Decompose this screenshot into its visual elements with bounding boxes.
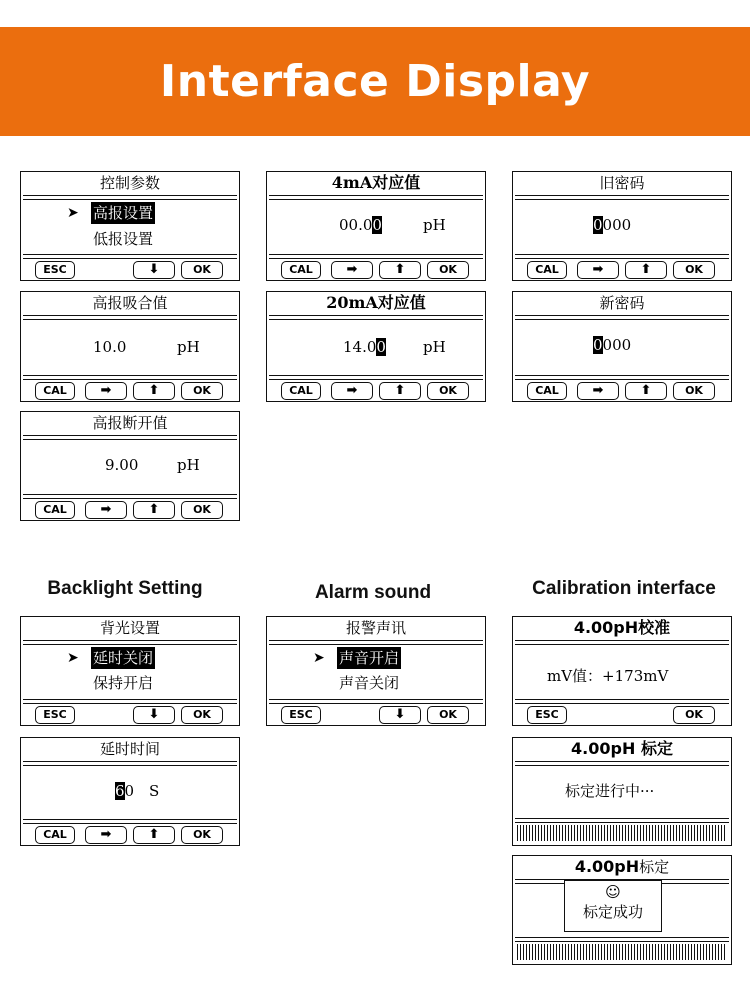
edit-cursor[interactable]: 0	[593, 336, 603, 354]
divider	[515, 375, 729, 380]
unit-label: pH	[423, 338, 446, 356]
menu-item-sound-on[interactable]	[267, 647, 485, 669]
divider	[515, 818, 729, 823]
screen-title: 4mA对应值	[331, 173, 421, 192]
value-text: 00.00	[339, 216, 382, 234]
cal-button[interactable]: CAL	[527, 261, 567, 279]
selection-arrow-icon: ➤	[313, 650, 325, 666]
divider	[23, 494, 237, 499]
esc-button[interactable]: ESC	[281, 706, 321, 724]
screen-title: 高报吸合值	[92, 294, 168, 312]
caption-calibration: Calibration interface	[532, 578, 716, 599]
divider	[23, 640, 237, 645]
up-arrow-button[interactable]: ⬆	[133, 382, 175, 400]
up-arrow-button[interactable]: ⬆	[379, 261, 421, 279]
right-arrow-button[interactable]: ➡	[85, 826, 127, 844]
screen-title: 4.00pH标定	[574, 857, 670, 876]
down-arrow-button[interactable]: ⬇	[133, 706, 175, 724]
screen-20ma-value	[266, 291, 486, 402]
screen-title: 4.00pH校准	[573, 618, 671, 637]
unit-label: pH	[177, 338, 200, 356]
divider	[269, 195, 483, 200]
ok-button[interactable]: OK	[427, 382, 469, 400]
button-row	[21, 706, 239, 724]
divider	[269, 375, 483, 380]
screen-title: 新密码	[599, 294, 645, 312]
menu-item-label: 声音开启	[339, 649, 400, 667]
caption-backlight: Backlight Setting	[47, 578, 203, 599]
menu-item-keep-on[interactable]	[21, 672, 239, 694]
ok-button[interactable]: OK	[427, 261, 469, 279]
edit-cursor[interactable]: 0	[372, 216, 382, 234]
right-arrow-button[interactable]: ➡	[85, 501, 127, 519]
right-arrow-button[interactable]: ➡	[331, 382, 373, 400]
menu-item-sound-off[interactable]	[267, 672, 485, 694]
ok-button[interactable]: OK	[181, 706, 223, 724]
edit-cursor[interactable]: 0	[593, 216, 603, 234]
divider	[269, 699, 483, 704]
divider	[515, 699, 729, 704]
right-arrow-button[interactable]: ➡	[85, 382, 127, 400]
right-arrow-button[interactable]: ➡	[331, 261, 373, 279]
screen-4ma-value	[266, 171, 486, 281]
up-arrow-button[interactable]: ⬆	[133, 501, 175, 519]
divider	[23, 315, 237, 320]
button-row	[513, 706, 731, 724]
divider	[23, 761, 237, 766]
menu-item-label: 保持开启	[93, 674, 154, 692]
screen-control-params	[20, 171, 240, 281]
screen-title: 延时时间	[99, 740, 160, 758]
menu-item-low-alarm[interactable]	[21, 228, 239, 250]
button-row	[21, 261, 239, 279]
screen-title: 高报断开值	[92, 414, 168, 432]
button-row	[513, 261, 731, 279]
value-text[interactable]: 9.00	[105, 456, 139, 474]
up-arrow-button[interactable]: ⬆	[379, 382, 421, 400]
menu-item-high-alarm[interactable]	[21, 202, 239, 224]
value-text: 14.00	[343, 338, 386, 356]
cal-button[interactable]: CAL	[281, 382, 321, 400]
divider	[23, 435, 237, 440]
divider	[23, 699, 237, 704]
up-arrow-button[interactable]: ⬆	[625, 261, 667, 279]
button-row	[21, 382, 239, 400]
button-row	[21, 501, 239, 519]
right-arrow-button[interactable]: ➡	[577, 261, 619, 279]
cal-button[interactable]: CAL	[35, 826, 75, 844]
screen-calibrating	[512, 737, 732, 846]
unit-label: pH	[177, 456, 200, 474]
divider	[515, 195, 729, 200]
screen-calibration-4ph	[512, 616, 732, 726]
value-text: 60	[115, 782, 135, 800]
screen-high-alarm-on	[20, 291, 240, 402]
up-arrow-button[interactable]: ⬆	[133, 826, 175, 844]
progress-bar	[517, 825, 727, 841]
divider	[23, 375, 237, 380]
banner-title: Interface Display	[159, 56, 591, 107]
divider	[515, 254, 729, 259]
esc-button[interactable]: ESC	[527, 706, 567, 724]
selection-arrow-icon: ➤	[67, 650, 79, 666]
screen-backlight	[20, 616, 240, 726]
ok-button[interactable]: OK	[673, 261, 715, 279]
header-banner	[0, 27, 750, 136]
screen-high-alarm-off	[20, 411, 240, 521]
ok-button[interactable]: OK	[673, 706, 715, 724]
divider	[515, 640, 729, 645]
smiley-icon: ☺	[605, 883, 621, 901]
cal-button[interactable]: CAL	[281, 261, 321, 279]
status-text: 标定进行中···	[565, 782, 655, 800]
button-row	[513, 382, 731, 400]
divider	[23, 254, 237, 259]
button-row	[267, 261, 485, 279]
esc-button[interactable]: ESC	[35, 706, 75, 724]
menu-item-label: 声音关闭	[339, 674, 400, 692]
ok-button[interactable]: OK	[181, 382, 223, 400]
screen-title: 控制参数	[99, 174, 160, 192]
divider	[515, 937, 729, 942]
edit-cursor[interactable]: 0	[376, 338, 386, 356]
cal-button[interactable]: CAL	[35, 382, 75, 400]
menu-item-label: 延时关闭	[93, 649, 154, 667]
edit-cursor[interactable]: 6	[115, 782, 125, 800]
screen-title: 20mA对应值	[326, 293, 426, 312]
divider	[23, 819, 237, 824]
screen-title: 报警声讯	[345, 619, 406, 637]
divider	[515, 315, 729, 320]
password-text: 0000	[593, 336, 632, 354]
esc-button[interactable]: ESC	[35, 261, 75, 279]
divider	[23, 195, 237, 200]
screen-calibration-success	[512, 855, 732, 965]
mv-value: mV值：+173mV	[547, 667, 669, 685]
value-text[interactable]: 10.0	[93, 338, 127, 356]
ok-button[interactable]: OK	[427, 706, 469, 724]
right-arrow-button[interactable]: ➡	[577, 382, 619, 400]
unit-label: pH	[423, 216, 446, 234]
caption-alarm-sound: Alarm sound	[314, 582, 432, 603]
ok-button[interactable]: OK	[673, 382, 715, 400]
button-row	[21, 826, 239, 844]
menu-item-label: 高报设置	[93, 204, 154, 222]
down-arrow-button[interactable]: ⬇	[133, 261, 175, 279]
divider	[269, 315, 483, 320]
screen-title: 4.00pH 标定	[571, 739, 673, 758]
screen-alarm-sound	[266, 616, 486, 726]
screen-delay-time	[20, 737, 240, 846]
menu-item-label: 低报设置	[93, 230, 154, 248]
divider	[269, 254, 483, 259]
unit-label: S	[149, 782, 160, 800]
down-arrow-button[interactable]: ⬇	[379, 706, 421, 724]
cal-button[interactable]: CAL	[35, 501, 75, 519]
cal-button[interactable]: CAL	[527, 382, 567, 400]
button-row	[267, 706, 485, 724]
screen-title: 旧密码	[599, 174, 645, 192]
popup-message: 标定成功	[582, 903, 643, 921]
up-arrow-button[interactable]: ⬆	[625, 382, 667, 400]
success-popup	[564, 880, 662, 932]
selection-arrow-icon: ➤	[67, 205, 79, 221]
password-text: 0000	[593, 216, 632, 234]
divider	[515, 761, 729, 766]
divider	[269, 640, 483, 645]
menu-item-delay-off[interactable]	[21, 647, 239, 669]
screen-title: 背光设置	[99, 619, 160, 637]
ok-button[interactable]: OK	[181, 501, 223, 519]
ok-button[interactable]: OK	[181, 261, 223, 279]
progress-bar	[517, 944, 727, 960]
screen-old-password	[512, 171, 732, 281]
button-row	[267, 382, 485, 400]
screen-new-password	[512, 291, 732, 402]
ok-button[interactable]: OK	[181, 826, 223, 844]
